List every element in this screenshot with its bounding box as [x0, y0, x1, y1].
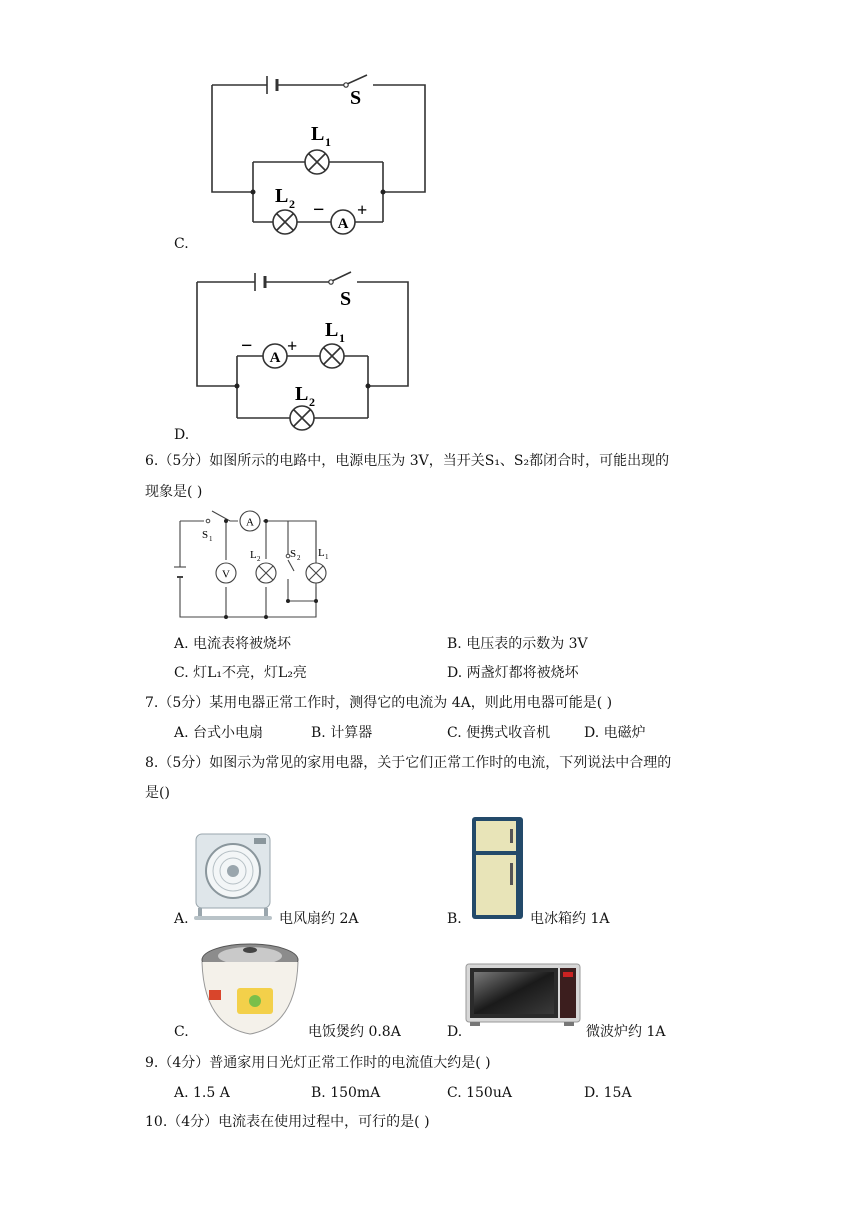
- lamp-l2-subscript: 2: [289, 197, 295, 211]
- q7-option-d[interactable]: D. 电磁炉: [584, 725, 646, 741]
- ammeter-label: A: [269, 350, 281, 366]
- ammeter-icon: [263, 344, 287, 368]
- l2-subscript: 2: [257, 555, 261, 563]
- q7-option-a[interactable]: A. 台式小电扇: [174, 725, 264, 741]
- plus-sign: +: [357, 200, 368, 220]
- lamp-l2-icon: [290, 406, 314, 430]
- q8-stem-line1: 8.（5分）如图示为常见的家用电器，关于它们正常工作时的电流，下列说法中合理的: [145, 755, 672, 771]
- lamp-l2-label: L: [275, 185, 289, 207]
- q8-option-d-text: 微波炉约 1A: [586, 1024, 666, 1040]
- rice-cooker-image: [195, 938, 305, 1042]
- lamp-l1-icon: [306, 563, 326, 583]
- q6-stem-line2: 现象是( ): [145, 484, 203, 500]
- q8-option-d-letter[interactable]: D.: [447, 1024, 463, 1040]
- q10-stem: 10.（4分）电流表在使用过程中，可行的是( ): [145, 1114, 430, 1130]
- s1-subscript: 1: [209, 535, 213, 543]
- lamp-l2-label: L: [295, 383, 309, 405]
- q9-option-d[interactable]: D. 15A: [584, 1085, 632, 1101]
- lamp-l1-subscript: 1: [339, 331, 345, 345]
- s2-label: S: [290, 548, 297, 560]
- q6-circuit-diagram: [168, 505, 338, 627]
- l1-subscript: 1: [325, 553, 329, 561]
- s1-label: S: [202, 529, 209, 541]
- electric-fan-image: [192, 830, 274, 922]
- lamp-l2-icon: [256, 563, 276, 583]
- microwave-image: [464, 962, 582, 1028]
- ammeter-icon: [240, 511, 260, 531]
- voltmeter-icon: [216, 563, 236, 583]
- plus-sign: +: [287, 336, 298, 356]
- lamp-l2-subscript: 2: [309, 395, 315, 409]
- q9-option-c[interactable]: C. 150uA: [447, 1085, 512, 1101]
- q7-option-b[interactable]: B. 计算器: [311, 725, 373, 741]
- q9-stem: 9.（4分）普通家用日光灯正常工作时的电流值大约是( ): [145, 1055, 491, 1071]
- q8-option-c-letter[interactable]: C.: [174, 1024, 189, 1040]
- lamp-l1-subscript: 1: [325, 135, 331, 149]
- l1-label: L: [318, 547, 325, 559]
- q8-option-a-letter[interactable]: A.: [174, 911, 189, 927]
- q6-option-c[interactable]: C. 灯L₁不亮，灯L₂亮: [174, 665, 307, 681]
- ammeter-icon: [331, 210, 355, 234]
- q6-ammeter-label: A: [246, 516, 254, 529]
- q7-stem: 7.（5分）某用电器正常工作时，测得它的电流为 4A，则此用电器可能是( ): [145, 695, 613, 711]
- q6-option-a[interactable]: A. 电流表将被烧坏: [174, 636, 292, 652]
- q7-option-c[interactable]: C. 便携式收音机: [447, 725, 551, 741]
- circuit-diagram-d: [185, 260, 425, 435]
- lamp-l1-label: L: [325, 319, 339, 341]
- q8-stem-line2: 是(): [145, 785, 170, 801]
- option-d-label: D.: [174, 427, 190, 443]
- q8-option-b-text: 电冰箱约 1A: [530, 911, 610, 927]
- lamp-l1-icon: [320, 344, 344, 368]
- s2-subscript: 2: [297, 554, 301, 562]
- circuit-diagram-c: [195, 62, 445, 247]
- lamp-l2-icon: [273, 210, 297, 234]
- q9-option-b[interactable]: B. 150mA: [311, 1085, 381, 1101]
- option-c-label: C.: [174, 236, 189, 252]
- switch-label: S: [340, 288, 352, 310]
- minus-sign: −: [241, 335, 253, 357]
- q6-stem-line1: 6.（5分）如图所示的电路中，电源电压为 3V，当开关S₁、S₂都闭合时，可能出现的: [145, 453, 670, 469]
- q8-option-b-letter[interactable]: B.: [447, 911, 462, 927]
- q9-option-a[interactable]: A. 1.5 A: [174, 1085, 230, 1101]
- q6-option-b[interactable]: B. 电压表的示数为 3V: [447, 636, 588, 652]
- q6-voltmeter-label: V: [222, 568, 230, 581]
- refrigerator-image: [470, 815, 525, 921]
- lamp-l1-label: L: [311, 123, 325, 145]
- minus-sign: −: [313, 199, 325, 221]
- q6-option-d[interactable]: D. 两盏灯都将被烧坏: [447, 665, 579, 681]
- switch-label: S: [350, 87, 362, 109]
- q8-option-a-text: 电风扇约 2A: [279, 911, 359, 927]
- l2-label: L: [250, 549, 257, 561]
- ammeter-label: A: [337, 216, 349, 232]
- lamp-l1-icon: [305, 150, 329, 174]
- q8-option-c-text: 电饭煲约 0.8A: [308, 1024, 401, 1040]
